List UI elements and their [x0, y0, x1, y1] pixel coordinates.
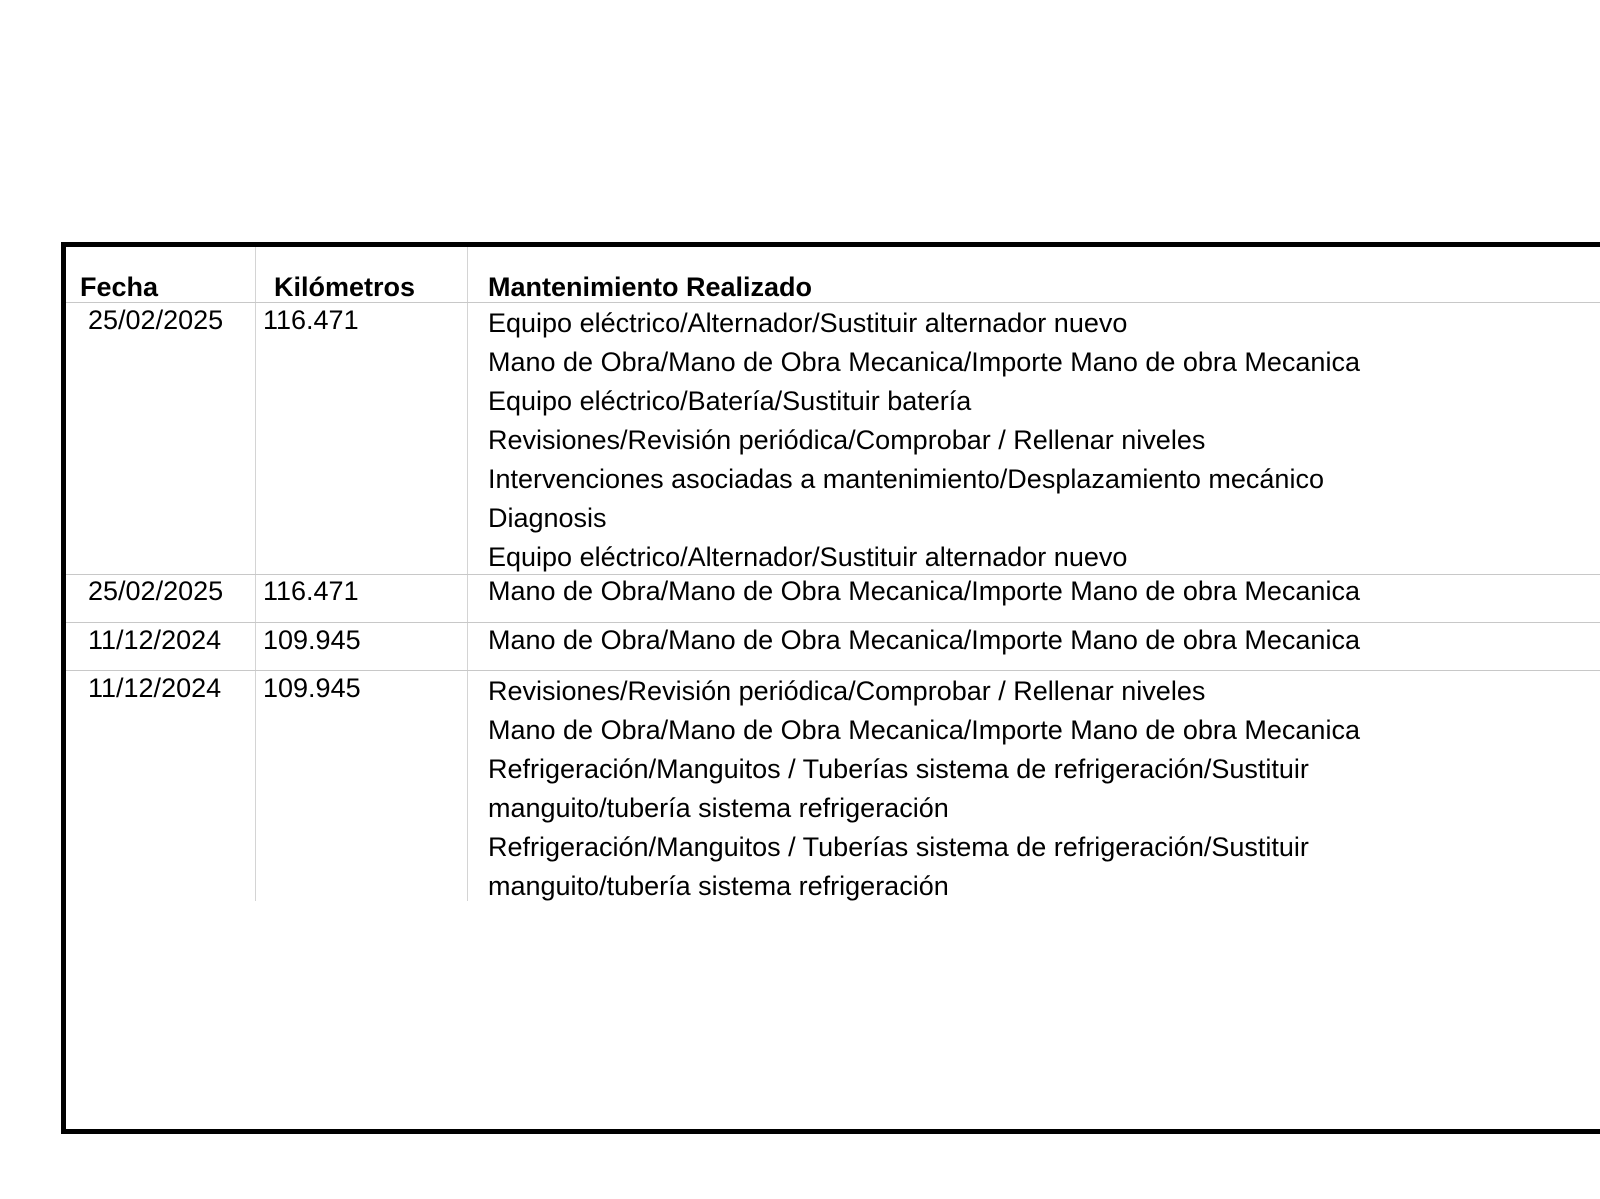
maintenance-item: Mano de Obra/Mano de Obra Mecanica/Importe Mano de obra Mecanica: [488, 576, 1360, 606]
maintenance-item: Mano de Obra/Mano de Obra Mecanica/Importe Mano de obra Mecanica: [488, 625, 1360, 655]
row-1-km: 116.471: [263, 305, 359, 335]
header-mantenimiento: Mantenimiento Realizado: [488, 272, 813, 302]
row-4-fecha: 11/12/2024: [88, 673, 222, 703]
maintenance-item: Intervenciones asociadas a mantenimiento/Desplazamiento mecánico: [488, 464, 1324, 494]
row-3-fecha: 11/12/2024: [88, 625, 222, 655]
maintenance-item: Revisiones/Revisión periódica/Comprobar / Rellenar niveles: [488, 676, 1206, 706]
row-2-maintenance-list: [488, 572, 1360, 611]
row-3-km: 109.945: [263, 625, 361, 655]
row-4-km: 109.945: [263, 673, 361, 703]
maintenance-item: Refrigeración/Manguitos / Tuberías sistema de refrigeración/Sustituir manguito/tubería sistema refrigeración: [488, 754, 1309, 823]
header-fecha: Fecha: [80, 272, 159, 302]
row-2-km: 116.471: [263, 576, 359, 606]
row-2-fecha: 25/02/2025: [88, 576, 224, 606]
row-4-maintenance-list: [488, 672, 1360, 906]
maintenance-item: Mano de Obra/Mano de Obra Mecanica/Importe Mano de obra Mecanica: [488, 347, 1360, 377]
maintenance-item: Revisiones/Revisión periódica/Comprobar / Rellenar niveles: [488, 425, 1206, 455]
row-3-maintenance-list: [488, 621, 1360, 660]
header-kilometros: Kilómetros: [274, 272, 416, 302]
row-1-maintenance-list: [488, 304, 1360, 577]
row-1-fecha: 25/02/2025: [88, 305, 224, 335]
maintenance-item: Equipo eléctrico/Alternador/Sustituir alternador nuevo: [488, 308, 1128, 338]
maintenance-item: Refrigeración/Manguitos / Tuberías sistema de refrigeración/Sustituir manguito/tubería sistema refrigeración: [488, 832, 1309, 901]
maintenance-item: Diagnosis: [488, 503, 607, 533]
maintenance-item: Equipo eléctrico/Batería/Sustituir batería: [488, 386, 972, 416]
maintenance-item: Mano de Obra/Mano de Obra Mecanica/Importe Mano de obra Mecanica: [488, 715, 1360, 745]
maintenance-table: [61, 242, 1600, 1134]
maintenance-item: Equipo eléctrico/Alternador/Sustituir alternador nuevo: [488, 542, 1128, 572]
